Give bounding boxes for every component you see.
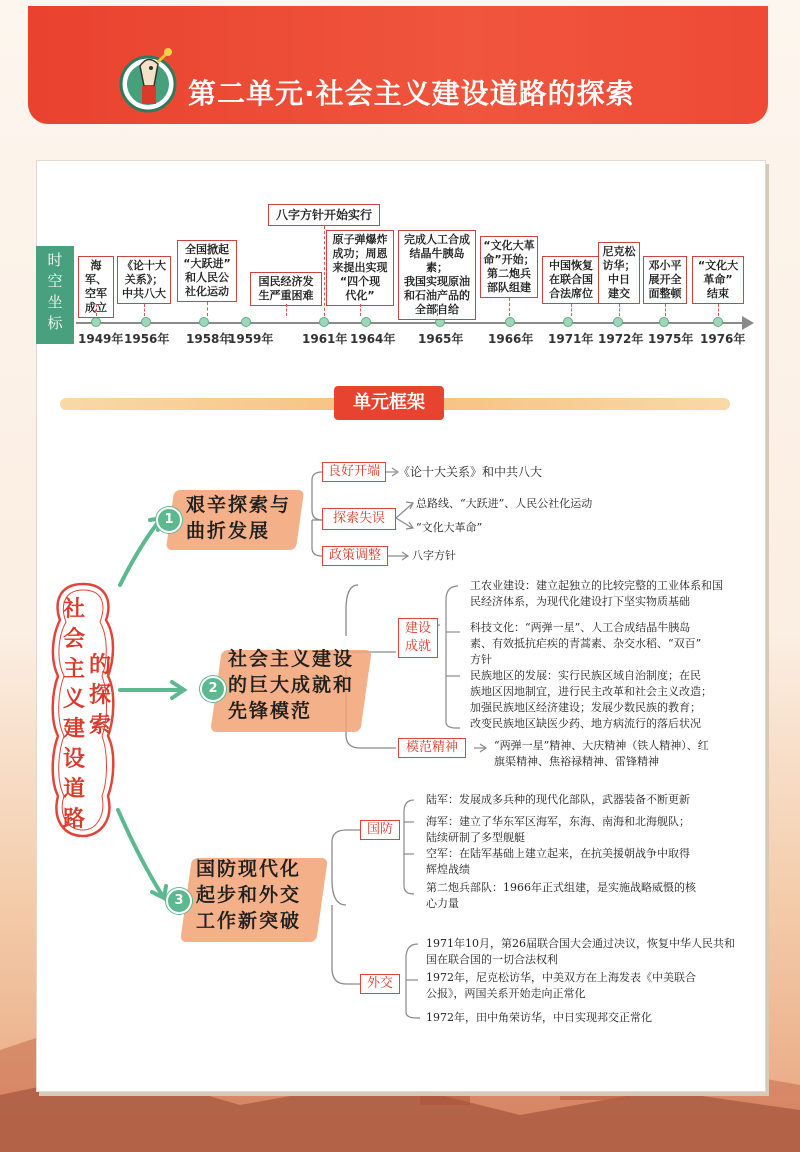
timeline-year: 1966年 bbox=[488, 332, 534, 346]
timeline-event-line: 邓小平 bbox=[648, 259, 682, 272]
timeline-year: 1975年 bbox=[648, 332, 694, 346]
leaf-line: 公报》，两国关系开始走向正常化 bbox=[426, 987, 586, 1000]
leaf-line: 素、有效抵抗疟疾的青蒿素、杂交水稻、“双百” bbox=[470, 637, 702, 650]
timeline-event-line: 全部自给 bbox=[415, 303, 459, 316]
timeline-year: 1965年 bbox=[418, 332, 464, 346]
timeline-event-line: 部队组建 bbox=[487, 281, 531, 294]
center-char: 社 bbox=[62, 596, 85, 622]
timeline-event-line: “大跃进” bbox=[183, 257, 231, 270]
leaf-line: 1972年，尼克松访华，中美双方在上海发表《中美联合 bbox=[426, 971, 696, 984]
timeline-event-line: 成功；周恩 bbox=[332, 247, 388, 260]
timeline-year: 1959年 bbox=[228, 332, 274, 346]
node-policy-adjust: 政策调整 bbox=[322, 546, 388, 566]
timeline-year: 1958年 bbox=[186, 332, 232, 346]
leaf-second-artillery bbox=[426, 880, 756, 912]
timeline-year: 1964年 bbox=[350, 332, 396, 346]
node-model-spirit: 模范精神 bbox=[398, 738, 466, 758]
leaf-line: 民经济体系，为现代化建设打下坚实物质基础 bbox=[470, 595, 690, 608]
branch-2-title bbox=[228, 646, 354, 724]
leaf-line: 陆续研制了多型舰艇 bbox=[426, 831, 525, 844]
branch-title-line: 起步和外交 bbox=[196, 884, 302, 906]
timeline-event-line: “四个现 bbox=[339, 275, 381, 288]
leaf-ethnic bbox=[470, 668, 766, 732]
leaf-line: 第二炮兵部队：1966年正式组建，是实施战略威慑的核 bbox=[426, 881, 696, 894]
node-label: 建设成就 bbox=[404, 621, 431, 654]
timeline-event-line: 国民经济发 bbox=[258, 275, 314, 288]
node-diplomacy: 外交 bbox=[360, 974, 400, 994]
timeline-event-line: 展开全 bbox=[648, 273, 682, 286]
timeline-event-line: 革命” bbox=[703, 273, 733, 286]
timeline-event-line: 成立 bbox=[85, 301, 107, 314]
timeline-event-line: 完成人工合成 bbox=[404, 233, 470, 246]
node-construction-achievements bbox=[398, 618, 438, 658]
timeline-event-line: 面整顿 bbox=[648, 287, 682, 300]
leaf-line: 方针 bbox=[470, 653, 492, 666]
timeline-event-line: 第二炮兵 bbox=[487, 267, 531, 280]
branch-title-line: 艰辛探索与 bbox=[186, 494, 292, 516]
framework-title: 单元框架 bbox=[334, 386, 444, 420]
center-char: 索 bbox=[88, 712, 111, 738]
timeline-event-line: 命”开始； bbox=[483, 253, 535, 266]
timeline-event-line: 合法席位 bbox=[549, 287, 593, 300]
timeline-event-line: 和石油产品的 bbox=[404, 289, 470, 302]
timeline-event-line: 关系》； bbox=[124, 273, 164, 286]
timeline-event-line: 海军、 bbox=[85, 259, 107, 286]
leaf-line: 海军：建立了华东军区海军，东海、南海和北海舰队； bbox=[426, 815, 690, 828]
center-char: 路 bbox=[62, 806, 85, 832]
leaf-navy bbox=[426, 814, 756, 846]
timeline-event-line: 建交 bbox=[608, 287, 630, 300]
timeline-event-line: 《论十大 bbox=[122, 259, 166, 272]
branch-1-title bbox=[186, 492, 291, 544]
leaf-tanaka-visit bbox=[426, 1010, 762, 1026]
timeline-event-line: 全国掀起 bbox=[185, 243, 229, 256]
page-title: 第二单元·社会主义建设道路的探索 bbox=[188, 77, 635, 110]
center-char: 主 bbox=[62, 656, 85, 682]
timeline-year: 1956年 bbox=[124, 332, 170, 346]
leaf-text: 《论十大关系》和中共八大 bbox=[398, 465, 543, 479]
timeline-event-line: “文化大 bbox=[697, 259, 739, 272]
leaf-line: 陆军：发展成多兵种的现代化部队，武器装备不断更新 bbox=[426, 793, 690, 806]
center-topic-col1 bbox=[60, 594, 88, 834]
leaf-nixon-visit bbox=[426, 970, 762, 1002]
timeline-event-line: 和人民公 bbox=[185, 271, 229, 284]
timeline-year: 1949年 bbox=[78, 332, 124, 346]
timeline-event-line: 结束 bbox=[707, 287, 729, 300]
branch-3-title bbox=[196, 856, 301, 934]
timeline-event-line: 八字方针开始实行 bbox=[275, 208, 372, 222]
timeline-label-char: 标 bbox=[47, 314, 63, 332]
center-char: 义 bbox=[62, 686, 85, 712]
leaf-line: 族地区因地制宜，进行民主改革和社会主义改造； bbox=[470, 685, 712, 698]
leaf-line: 心力量 bbox=[426, 897, 459, 910]
node-exploration-error: 探索失误 bbox=[322, 508, 396, 530]
leaf-industry bbox=[470, 578, 760, 610]
leaf-science bbox=[470, 620, 760, 668]
timeline-event-line: 代化” bbox=[345, 289, 375, 302]
leaf-line: 改变民族地区缺医少药、地方病流行的落后状况 bbox=[470, 717, 701, 730]
timeline-event-line: 原子弹爆炸 bbox=[332, 233, 388, 246]
timeline-event-line: 社化运动 bbox=[185, 285, 229, 298]
center-char: 会 bbox=[62, 626, 85, 652]
branch-title-line: 曲折发展 bbox=[186, 520, 271, 542]
timeline-event-line: 来提出实现 bbox=[332, 261, 388, 274]
center-char: 设 bbox=[62, 746, 85, 772]
leaf-line: 辉煌战绩 bbox=[426, 863, 470, 876]
node-good-start: 良好开端 bbox=[322, 462, 386, 482]
timeline-event-line: 结晶牛胰岛素； bbox=[409, 247, 465, 274]
timeline-year: 1976年 bbox=[700, 332, 746, 346]
leaf-line: 1971年10月，第26届联合国大会通过决议，恢复中华人民共和 bbox=[426, 937, 735, 950]
timeline-event-line: 中日 bbox=[608, 273, 630, 286]
branch-title-line: 社会主义建设 bbox=[228, 648, 355, 670]
center-topic-col2 bbox=[86, 650, 114, 740]
center-char: 探 bbox=[88, 682, 111, 708]
timeline-year: 1972年 bbox=[598, 332, 644, 346]
timeline-event-line: 我国实现原油 bbox=[404, 275, 470, 288]
leaf-line: “两弹一星”精神、大庆精神（铁人精神）、红 bbox=[494, 739, 709, 752]
timeline-event-line: “文化大革 bbox=[483, 239, 535, 252]
branch-title-line: 先锋模范 bbox=[228, 700, 313, 722]
center-char: 建 bbox=[62, 716, 85, 742]
leaf-line: 旗渠精神、焦裕禄精神、雷锋精神 bbox=[494, 755, 659, 768]
center-char: 的 bbox=[88, 652, 111, 678]
timeline-event-line: 尼克松 bbox=[602, 245, 636, 258]
leaf-line: 民族地区的发展：实行民族区域自治制度；在民 bbox=[470, 669, 701, 682]
branch-title-line: 国防现代化 bbox=[196, 858, 302, 880]
timeline-label-char: 坐 bbox=[47, 293, 63, 311]
timeline-year: 1961年 bbox=[302, 332, 348, 346]
leaf-un-seat bbox=[426, 936, 762, 968]
leaf-line: 国在联合国的一切合法权利 bbox=[426, 953, 558, 966]
leaf-line: 加强民族地区经济建设；发展少数民族的教育； bbox=[470, 701, 701, 714]
leaf-line: 科技文化：“两弹一星”、人工合成结晶牛胰岛 bbox=[470, 621, 691, 634]
leaf-line: 工农业建设：建立起独立的比较完整的工业体系和国 bbox=[470, 579, 723, 592]
timeline-label-char: 空 bbox=[47, 272, 63, 290]
branch-1-number: 1 bbox=[156, 507, 182, 533]
branch-3-number: 3 bbox=[166, 888, 192, 914]
node-national-defense: 国防 bbox=[360, 820, 400, 840]
branch-2-number: 2 bbox=[200, 676, 226, 702]
leaf-text: “文化大革命” bbox=[416, 521, 483, 534]
timeline-event-line: 中共八大 bbox=[122, 287, 166, 300]
leaf-spirits bbox=[494, 738, 764, 770]
timeline-event-line: 空军 bbox=[85, 287, 107, 300]
center-char: 道 bbox=[62, 776, 85, 802]
timeline-label-char: 时 bbox=[47, 251, 63, 269]
timeline-event-line: 访华； bbox=[602, 259, 636, 272]
timeline-event-line: 生严重困难 bbox=[258, 289, 314, 302]
timeline-event-line: 在联合国 bbox=[549, 273, 593, 286]
branch-title-line: 工作新突破 bbox=[196, 910, 302, 932]
timeline-year: 1971年 bbox=[548, 332, 594, 346]
timeline-event-line: 中国恢复 bbox=[549, 259, 593, 272]
leaf-text: 总路线、“大跃进”、人民公社化运动 bbox=[416, 497, 593, 510]
leaf-line: 1972年，田中角荣访华，中日实现邦交正常化 bbox=[426, 1011, 652, 1024]
leaf-line: 空军：在陆军基础上建立起来，在抗美援朝战争中取得 bbox=[426, 847, 690, 860]
leaf-air-force bbox=[426, 846, 756, 878]
leaf-text: 八字方针 bbox=[412, 549, 456, 562]
branch-title-line: 的巨大成就和 bbox=[228, 674, 355, 696]
leaf-army bbox=[426, 792, 756, 808]
